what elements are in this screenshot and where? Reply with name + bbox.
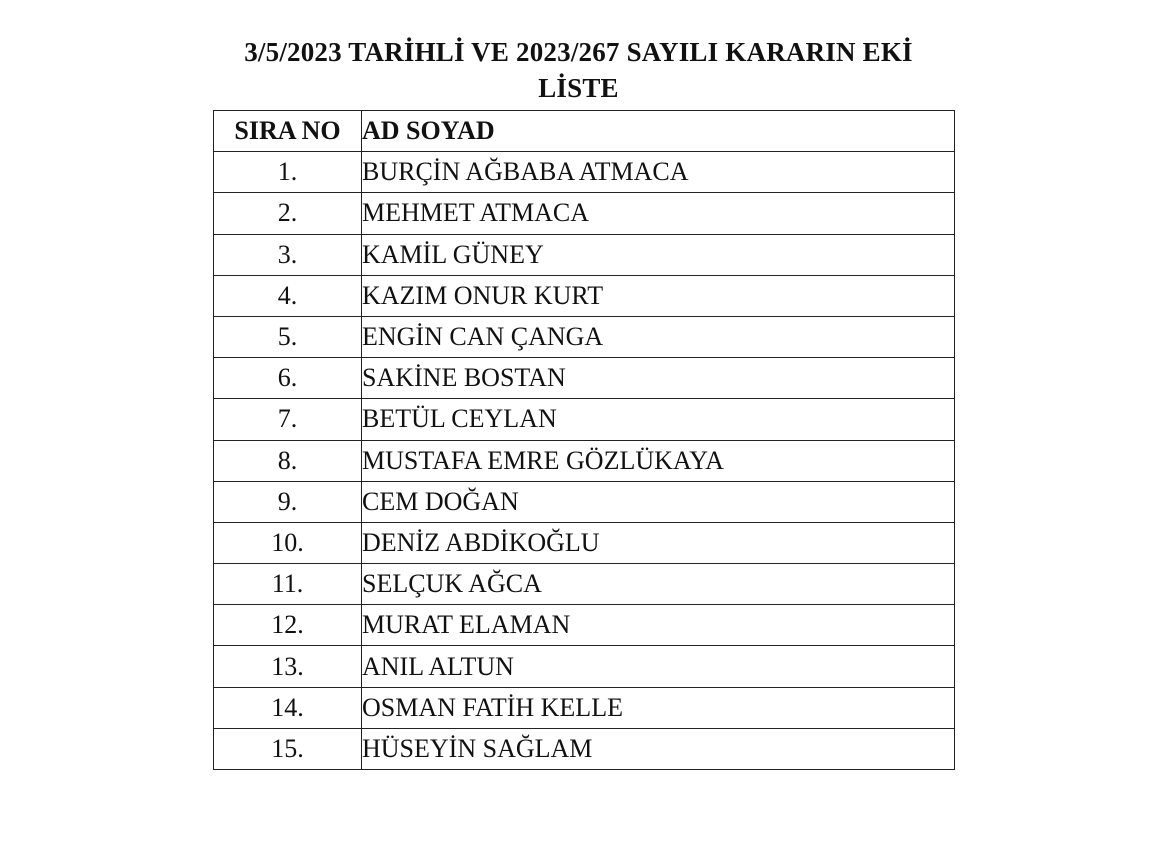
table-body [214, 152, 955, 770]
table-row [214, 522, 955, 563]
row-number-cell: 10. [214, 522, 362, 563]
row-number-cell: 12. [214, 605, 362, 646]
row-number-cell: 7. [214, 399, 362, 440]
row-name-cell: BURÇİN AĞBABA ATMACA [362, 152, 955, 193]
header-sira-no: SIRA NO [214, 111, 362, 152]
row-name-cell: BETÜL CEYLAN [362, 399, 955, 440]
table-row [214, 481, 955, 522]
row-name-cell: KAMİL GÜNEY [362, 234, 955, 275]
table-row [214, 399, 955, 440]
row-number-cell: 2. [214, 193, 362, 234]
table-row [214, 234, 955, 275]
row-name-cell: DENİZ ABDİKOĞLU [362, 522, 955, 563]
table-row [214, 687, 955, 728]
row-name-cell: SELÇUK AĞCA [362, 564, 955, 605]
row-name-cell: HÜSEYİN SAĞLAM [362, 728, 955, 769]
row-number-cell: 13. [214, 646, 362, 687]
row-name-cell: SAKİNE BOSTAN [362, 358, 955, 399]
table-row [214, 605, 955, 646]
row-number-cell: 3. [214, 234, 362, 275]
table-row [214, 193, 955, 234]
document-title: 3/5/2023 TARİHLİ VE 2023/267 SAYILI KARARIN EKİ [244, 37, 913, 67]
table-row [214, 316, 955, 357]
row-name-cell: OSMAN FATİH KELLE [362, 687, 955, 728]
name-list-table [213, 110, 955, 770]
header-ad-soyad: AD SOYAD [362, 111, 955, 152]
row-number-cell: 1. [214, 152, 362, 193]
row-number-cell: 6. [214, 358, 362, 399]
table-row [214, 440, 955, 481]
row-name-cell: ENGİN CAN ÇANGA [362, 316, 955, 357]
table-row [214, 646, 955, 687]
row-number-cell: 14. [214, 687, 362, 728]
table-row [214, 275, 955, 316]
table-row [214, 358, 955, 399]
table-row [214, 152, 955, 193]
document-subtitle: LİSTE [538, 73, 619, 103]
row-number-cell: 8. [214, 440, 362, 481]
row-name-cell: MURAT ELAMAN [362, 605, 955, 646]
row-name-cell: ANIL ALTUN [362, 646, 955, 687]
table-row [214, 728, 955, 769]
row-number-cell: 11. [214, 564, 362, 605]
table-header-row [214, 111, 955, 152]
row-name-cell: CEM DOĞAN [362, 481, 955, 522]
table-row [214, 564, 955, 605]
row-name-cell: KAZIM ONUR KURT [362, 275, 955, 316]
row-name-cell: MEHMET ATMACA [362, 193, 955, 234]
row-number-cell: 4. [214, 275, 362, 316]
row-number-cell: 15. [214, 728, 362, 769]
row-number-cell: 9. [214, 481, 362, 522]
row-name-cell: MUSTAFA EMRE GÖZLÜKAYA [362, 440, 955, 481]
row-number-cell: 5. [214, 316, 362, 357]
